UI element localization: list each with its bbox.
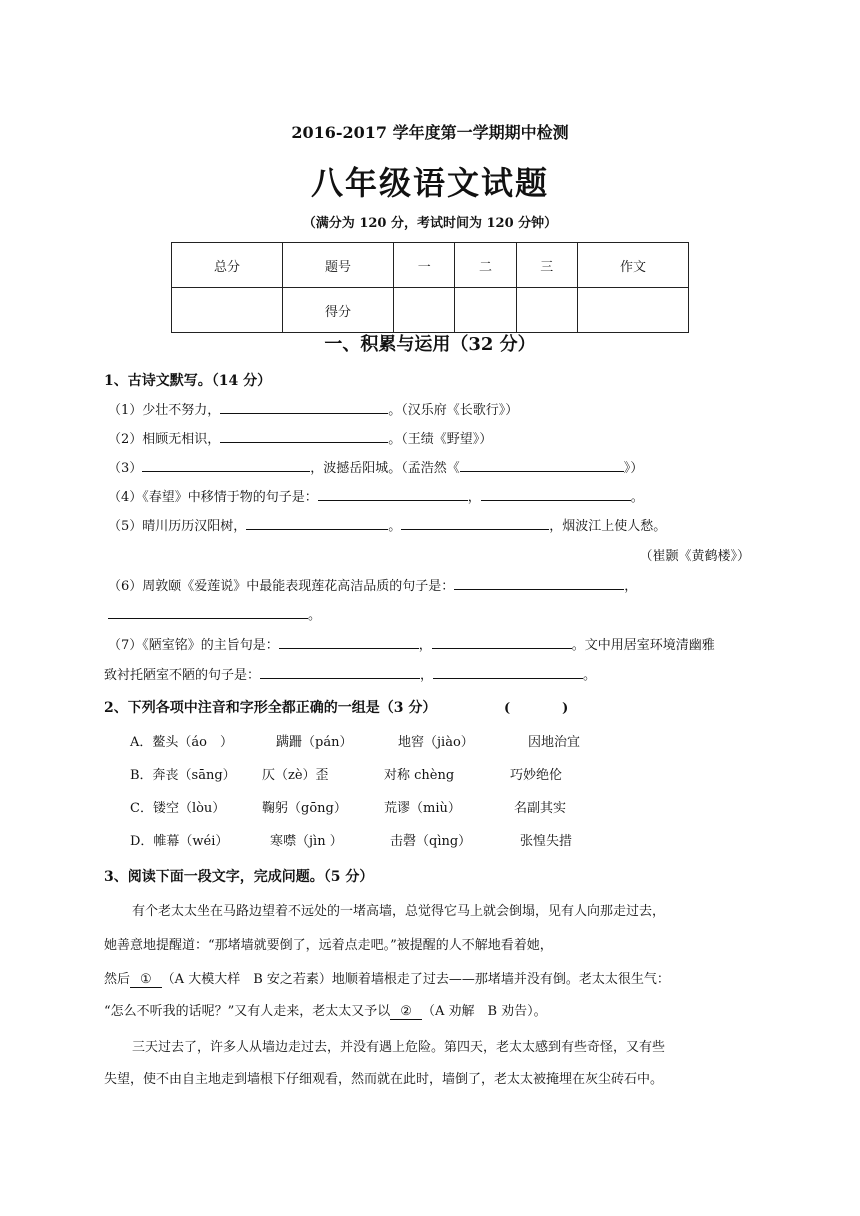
text: “怎么不听我的话呢？”又有人走来，老太太又予以 bbox=[104, 1004, 391, 1019]
answer-blank[interactable] bbox=[220, 399, 388, 414]
option-d-3: 击磬（qìng） bbox=[390, 834, 472, 849]
option-a-2: 蹒跚（pán） bbox=[276, 735, 353, 750]
option-b-3: 对称 chèng bbox=[384, 768, 455, 783]
score-cell-empty[interactable] bbox=[394, 288, 455, 333]
text: 。 bbox=[583, 668, 597, 683]
text: ， bbox=[624, 579, 638, 594]
q1-line-7 bbox=[108, 634, 715, 653]
text: 。文中用居室环境清幽雅 bbox=[571, 638, 715, 653]
text: 。 bbox=[630, 490, 644, 505]
text: 》） bbox=[623, 461, 644, 476]
text: （2）相顾无相识， bbox=[108, 432, 221, 447]
option-d-2: 寒噤（jìn ） bbox=[270, 834, 343, 849]
question-1-title: 1、古诗文默写。（14 分） bbox=[104, 373, 272, 389]
answer-blank[interactable] bbox=[401, 515, 549, 530]
score-cell: 二 bbox=[455, 243, 516, 288]
question-3-title: 3、阅读下面一段文字，完成问题。（5 分） bbox=[104, 869, 374, 885]
option-c-4: 名副其实 bbox=[514, 801, 567, 816]
option-b-2: 仄（zè）歪 bbox=[262, 768, 329, 783]
passage-line-1: 有个老太太坐在马路边望着不远处的一堵高墙，总觉得它马上就会倒塌，见有人向那走过去， bbox=[132, 904, 666, 919]
text: （6）周敦颐《爱莲说》中最能表现莲花高洁品质的句子是： bbox=[108, 579, 455, 594]
score-table-header-row bbox=[172, 243, 689, 288]
answer-blank[interactable] bbox=[279, 634, 419, 649]
score-cell: 题号 bbox=[283, 243, 394, 288]
text: （3） bbox=[108, 461, 143, 476]
option-c-3: 荒谬（miù） bbox=[384, 801, 461, 816]
score-table-score-row bbox=[172, 288, 689, 333]
question-2-title: 2、下列各项中注音和字形全都正确的一组是（3 分） bbox=[104, 700, 437, 716]
score-cell-empty[interactable] bbox=[516, 288, 577, 333]
answer-paren[interactable]: ( ) bbox=[504, 701, 569, 716]
text: 致衬托陋室不陋的句子是： bbox=[104, 668, 261, 683]
passage-line-5: 三天过去了，许多人从墙边走过去，并没有遇上危险。第四天，老太太感到有些奇怪，又有些 bbox=[132, 1040, 666, 1055]
answer-blank[interactable] bbox=[260, 664, 420, 679]
score-cell: 一 bbox=[394, 243, 455, 288]
answer-blank[interactable] bbox=[454, 575, 624, 590]
q1-line-6b bbox=[108, 604, 321, 623]
exam-title: 八年级语文试题 bbox=[310, 164, 549, 202]
score-cell: 三 bbox=[516, 243, 577, 288]
passage-line-2: 她善意地提醒道：“那堵墙就要倒了，远着点走吧。”被提醒的人不解地看着她， bbox=[104, 938, 553, 953]
passage-line-4 bbox=[104, 1000, 547, 1020]
exam-note: （满分为 120 分，考试时间为 120 分钟） bbox=[302, 216, 558, 231]
score-cell-empty[interactable] bbox=[455, 288, 516, 333]
text: ， bbox=[420, 668, 434, 683]
passage-line-6: 失望，使不由自主地走到墙根下仔细观看，然而就在此时，墙倒了，老太太被掩埋在灰尘砖石中。 bbox=[104, 1072, 664, 1087]
q1-line-4 bbox=[108, 486, 644, 505]
score-cell-empty[interactable] bbox=[577, 288, 688, 333]
q1-line-3 bbox=[108, 457, 643, 476]
answer-blank[interactable] bbox=[460, 457, 624, 472]
text: 然后 bbox=[104, 972, 131, 987]
option-b-1: B．奔丧（sāng） bbox=[130, 768, 236, 783]
text: 。（汉乐府《长歌行》） bbox=[388, 403, 519, 418]
score-table bbox=[171, 242, 689, 333]
text: 。 bbox=[308, 608, 322, 623]
score-cell-empty[interactable] bbox=[172, 288, 283, 333]
answer-blank[interactable] bbox=[108, 604, 308, 619]
option-a-3: 地窖（jiào） bbox=[398, 735, 474, 750]
text: ，烟波江上使人愁。 bbox=[549, 519, 667, 534]
score-cell: 总分 bbox=[172, 243, 283, 288]
answer-blank[interactable] bbox=[481, 486, 631, 501]
exam-term: 2016-2017 学年度第一学期期中检测 bbox=[291, 123, 569, 142]
option-b-4: 巧妙绝伦 bbox=[510, 768, 563, 783]
score-cell: 作文 bbox=[577, 243, 688, 288]
answer-blank-2[interactable]: ② bbox=[390, 1004, 422, 1020]
text: ， bbox=[418, 638, 432, 653]
q1-line-7b bbox=[104, 664, 596, 683]
answer-blank-1[interactable]: ① bbox=[130, 972, 162, 988]
text: 。 bbox=[388, 519, 402, 534]
section-title: 一、积累与运用（32 分） bbox=[324, 334, 536, 355]
text: （5）晴川历历汉阳树， bbox=[108, 519, 247, 534]
option-a-1: A．鳌头（áo ） bbox=[130, 735, 233, 750]
q1-line-1 bbox=[108, 399, 518, 418]
option-a-4: 因地治宜 bbox=[528, 735, 581, 750]
q1-line-2 bbox=[108, 428, 492, 447]
option-d-1: D．帷幕（wéi） bbox=[130, 834, 229, 849]
q1-line-5 bbox=[108, 515, 666, 534]
answer-blank[interactable] bbox=[220, 428, 388, 443]
score-cell: 得分 bbox=[283, 288, 394, 333]
option-c-1: C．镂空（lòu） bbox=[130, 801, 226, 816]
answer-blank[interactable] bbox=[432, 634, 572, 649]
text: （7）《陋室铭》的主旨句是： bbox=[108, 638, 279, 653]
passage-line-3 bbox=[104, 968, 670, 988]
q1-line-6 bbox=[108, 575, 637, 594]
answer-blank[interactable] bbox=[246, 515, 388, 530]
text: （4）《春望》中移情于物的句子是： bbox=[108, 490, 318, 505]
option-c-2: 鞠躬（gōng） bbox=[262, 801, 347, 816]
answer-blank[interactable] bbox=[433, 664, 583, 679]
q1-line-5-source: （崔颢《黄鹤楼》） bbox=[639, 549, 750, 564]
answer-blank[interactable] bbox=[318, 486, 468, 501]
answer-blank[interactable] bbox=[142, 457, 310, 472]
option-d-4: 张惶失措 bbox=[520, 834, 573, 849]
text: （A 劝解 B 劝告）。 bbox=[421, 1004, 547, 1019]
text: ，波撼岳阳城。（孟浩然《 bbox=[310, 461, 460, 476]
text: （A 大模大样 B 安之若素）地顺着墙根走了过去——那堵墙并没有倒。老太太很生气： bbox=[161, 972, 670, 987]
text: 。（王绩《野望》） bbox=[388, 432, 493, 447]
text: ， bbox=[467, 490, 481, 505]
text: （1）少壮不努力， bbox=[108, 403, 221, 418]
